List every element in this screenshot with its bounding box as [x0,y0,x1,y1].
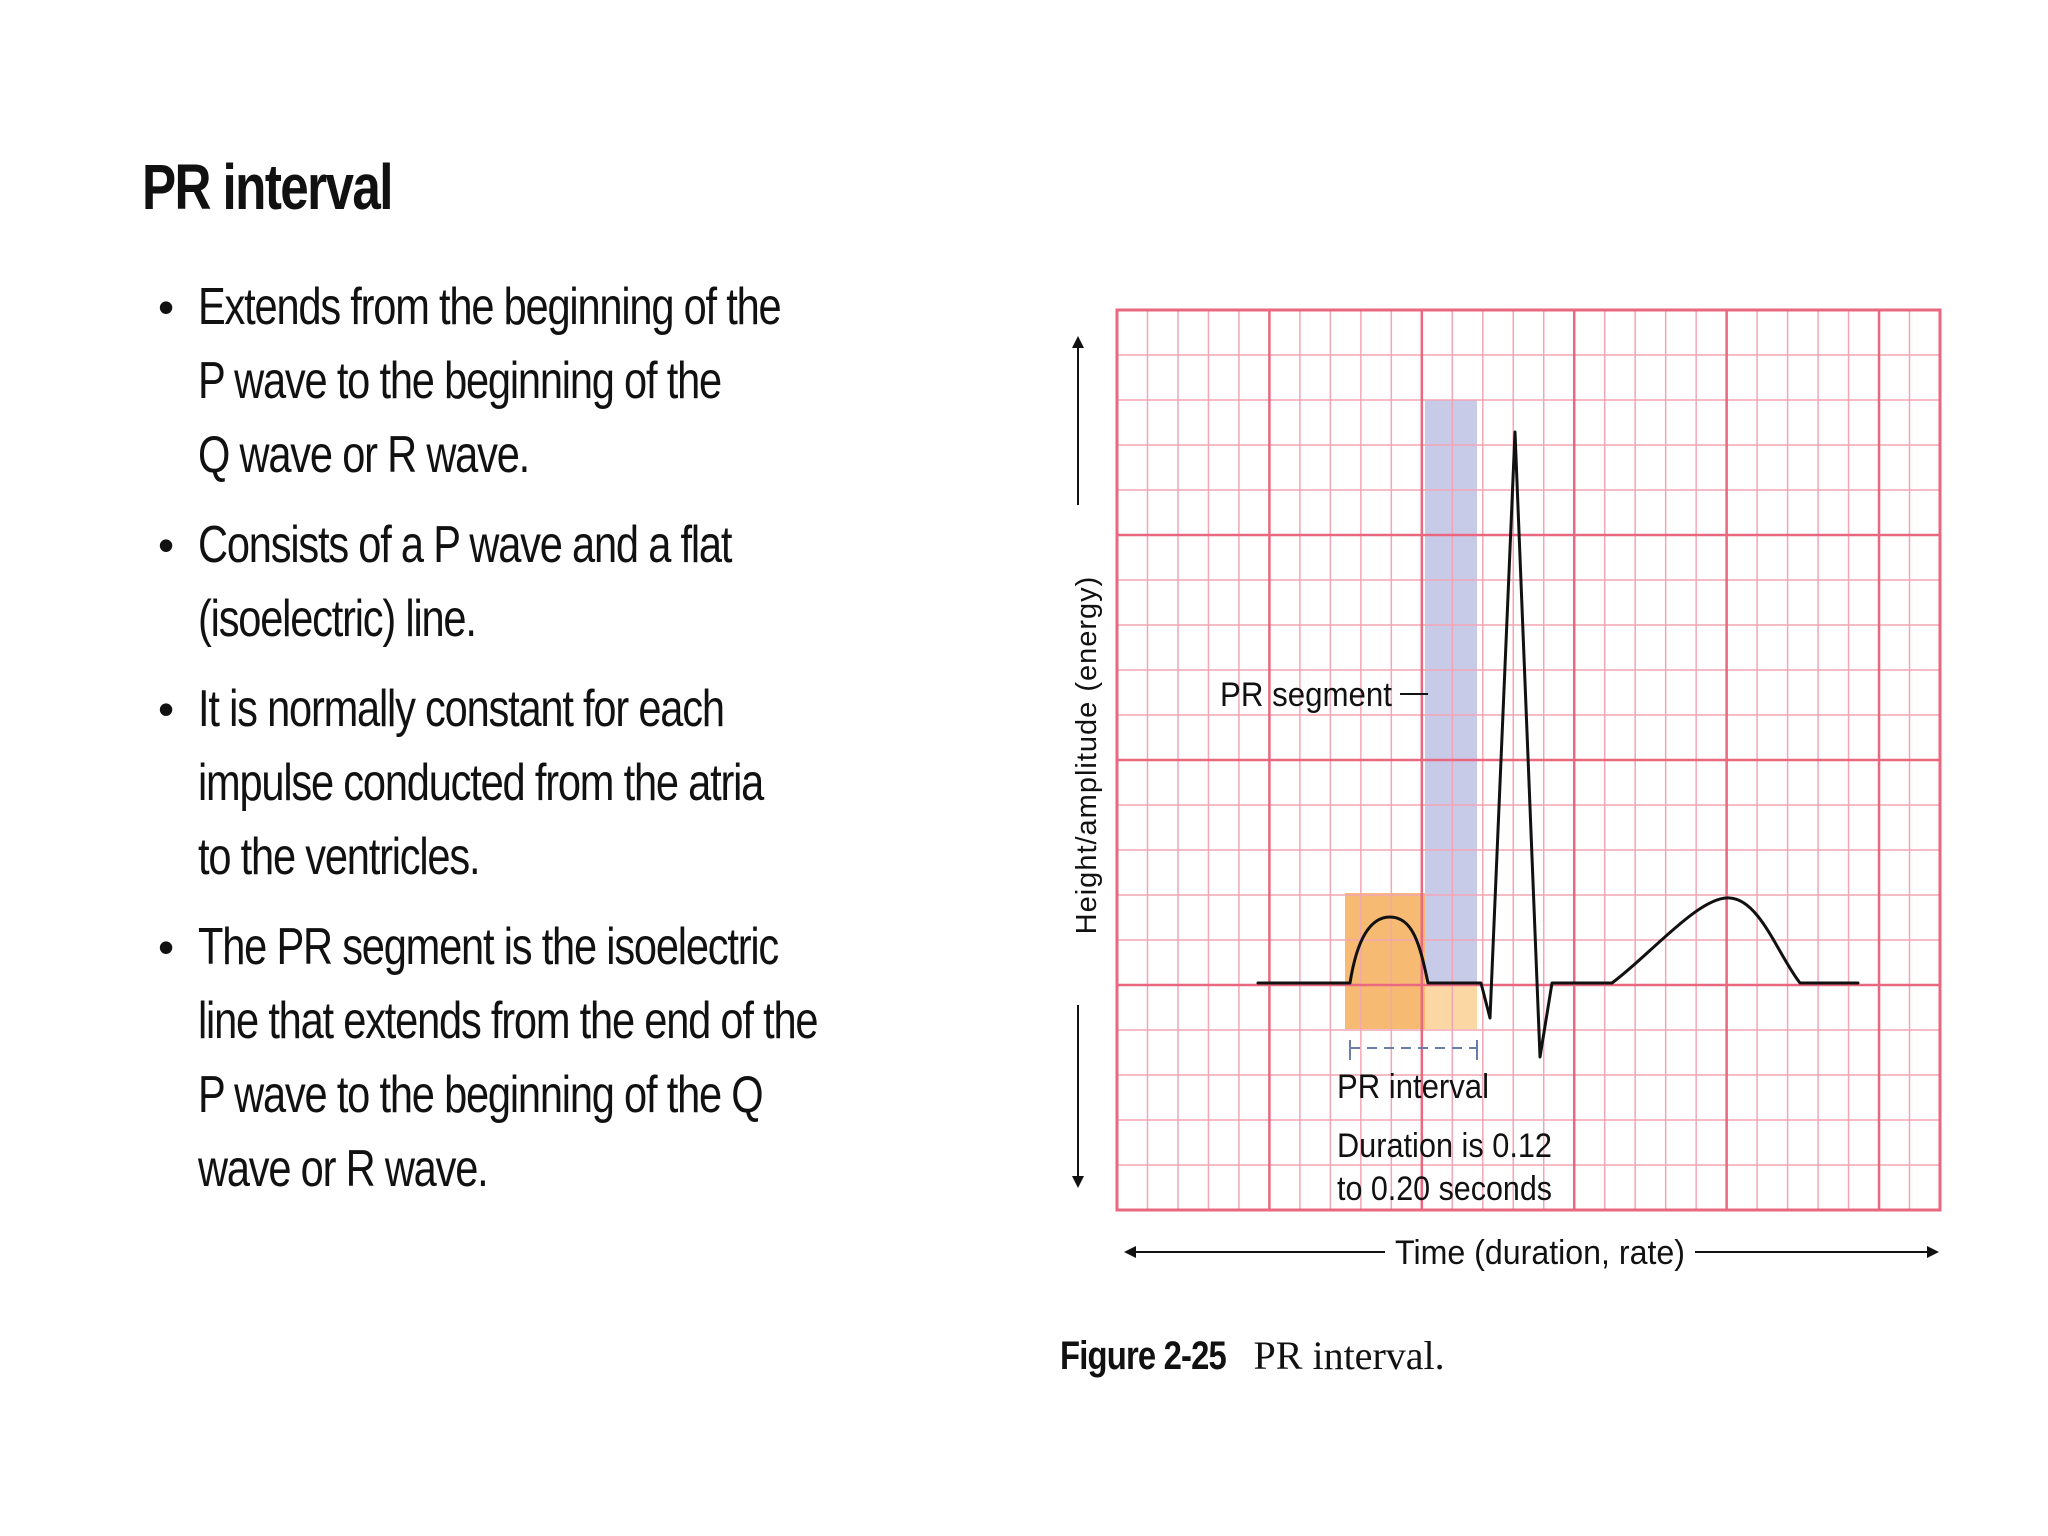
bullet-text-line: P wave to the beginning of the [198,352,721,410]
bullet-text-line: line that extends from the end of the [198,992,818,1050]
figure-caption [1060,1332,1445,1379]
duration-label-line2: to 0.20 seconds [1337,1170,1552,1208]
bullet-text-line: P wave to the beginning of the Q [198,1066,763,1124]
bullet-dot-icon: • [158,683,175,735]
duration-label-line1: Duration is 0.12 [1337,1127,1552,1165]
bullet-text-line: impulse conducted from the atria [198,754,764,812]
figure-caption-label: Figure 2-25 [1060,1334,1226,1378]
bullet-text-line: Q wave or R wave. [198,426,530,484]
slide-title: PR interval [142,151,392,223]
bullet-text-line: Consists of a P wave and a flat [198,516,732,574]
pr-segment-label: PR segment [1220,676,1393,714]
bullet-text-line: The PR segment is the isoelectric [198,918,779,976]
bullet-text-line: (isoelectric) line. [198,590,476,648]
x-axis-label: Time (duration, rate) [1395,1234,1685,1272]
figure-caption-text: PR interval. [1253,1333,1445,1378]
p-wave-highlight [1345,893,1425,1029]
bullet-text-line: Extends from the beginning of the [198,278,781,336]
bullet-text-line: wave or R wave. [198,1140,488,1198]
bullet-dot-icon: • [158,921,175,973]
bullet-dot-icon: • [158,519,175,571]
y-axis-label: Height/amplitude (energy) [1071,575,1103,935]
bullet-dot-icon: • [158,281,175,333]
bullet-text-line: to the ventricles. [198,828,480,886]
pr-interval-label: PR interval [1337,1068,1489,1106]
bullet-text-line: It is normally constant for each [198,680,724,738]
